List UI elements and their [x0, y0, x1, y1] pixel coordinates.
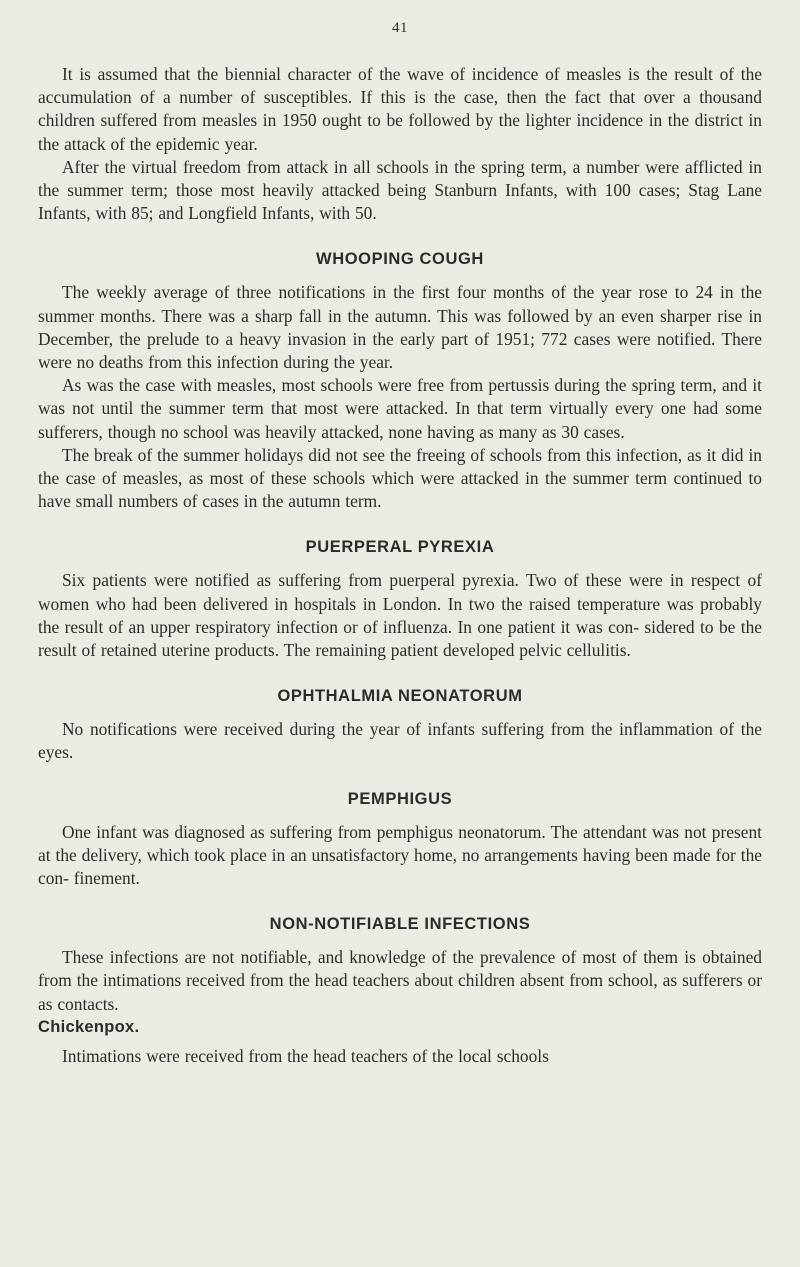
intro-paragraph-2: After the virtual freedom from attack in all schools in the spring term, a number were afflicted in the summer term; those most heavily attacked being Stanburn Infants, with 100 cases; Stag Lane Infants, with 85; and Longfield Infants, with 50. — [38, 156, 762, 224]
section-heading-pemphigus: PEMPHIGUS — [347, 789, 453, 808]
page-number: 41 — [392, 20, 408, 36]
pemphigus-paragraph-1: One infant was diagnosed as suffering from pemphigus neonatorum. The attendant was not present at the delivery, which took place in an unsatisfactory home, no arrangements having been made for the con- finement. — [38, 821, 762, 889]
section-heading-non-notifiable-infections: NON-NOTIFIABLE INFECTIONS — [269, 915, 531, 934]
ophthalmia-neonatorum-paragraph-1: No notifications were received during the year of infants suffering from the inflammation of the eyes. — [38, 719, 762, 763]
section-non-notifiable-infections — [38, 915, 762, 1068]
whooping-cough-paragraph-3: The break of the summer holidays did not see the freeing of schools from this infection, as it did in the case of measles, as most of these schools which were attacked in the summer term continued to have small numbers of cases in the autumn term. — [38, 444, 762, 512]
subheading-chickenpox: Chickenpox. — [38, 1017, 140, 1036]
intro-section — [38, 63, 762, 225]
intro-paragraph-1: It is assumed that the biennial character of the wave of incidence of measles is the result of the accumulation of a number of susceptibles. If this is the case, then the fact that over a thousand children suffered from measles in 1950 ought to be followed by the lighter incidence in the district in the attack of the epidemic year. — [38, 64, 762, 154]
section-heading-ophthalmia-neonatorum: OPHTHALMIA NEONATORUM — [277, 687, 523, 706]
section-ophthalmia-neonatorum — [38, 687, 762, 764]
whooping-cough-paragraph-1: The weekly average of three notifications in the first four months of the year rose to 24 in the summer months. There was a sharp fall in the autumn. This was followed by an even sharper rise in December, the prelude to a heavy invasion in the early part of 1951; 772 cases were notified. There were no deaths from this infection during the year. — [38, 282, 762, 373]
section-heading-puerperal-pyrexia: PUERPERAL PYREXIA — [305, 538, 495, 557]
section-heading-whooping-cough: WHOOPING COUGH — [316, 250, 484, 269]
puerperal-pyrexia-paragraph-1: Six patients were notified as suffering from puerperal pyrexia. Two of these were in respect of women who had been delivered in hospitals in London. In two the raised temperature was probably the result of an upper respiratory infection or of influenza. In one patient it was con- sidered to be the result of retained uterine products. The remaining patient developed pelvic cellulitis. — [38, 570, 762, 661]
whooping-cough-paragraph-2: As was the case with measles, most schools were free from pertussis during the spring term, and it was not until the summer term that most were attacked. In that term virtually every one had some sufferers, though no school was heavily attacked, none having as many as 30 cases. — [38, 375, 762, 442]
section-whooping-cough — [38, 250, 762, 513]
chickenpox-paragraph-1: Intimations were received from the head teachers of the local schools — [62, 1045, 549, 1066]
non-notifiable-infections-paragraph-1: These infections are not notifiable, and knowledge of the prevalence of most of them is obtained from the intimations received from the head teachers about children absent from school, as sufferers or as contacts. — [38, 947, 762, 1014]
section-pemphigus — [38, 790, 762, 891]
section-puerperal-pyrexia — [38, 538, 762, 662]
